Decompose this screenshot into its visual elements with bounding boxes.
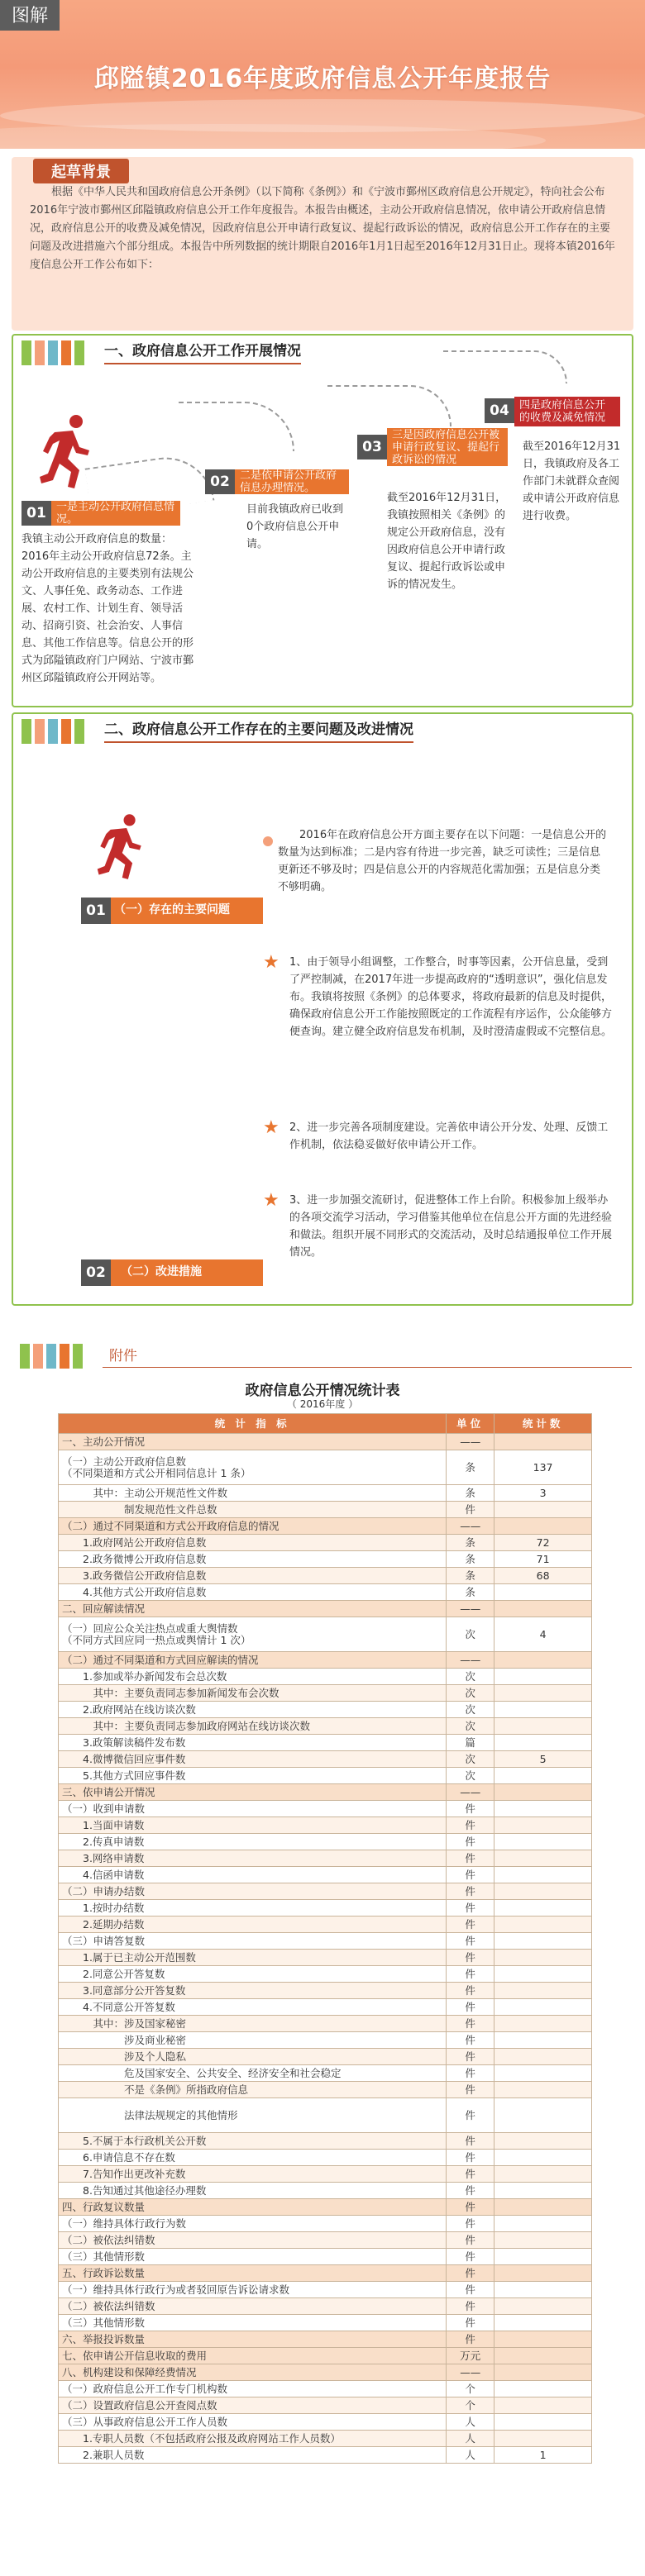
column-header: 统 计 指 标	[59, 1414, 447, 1434]
table-row	[59, 2199, 592, 2216]
cell-val	[494, 2098, 592, 2133]
annex-header	[12, 1339, 633, 1367]
cell-label: 4.微博微信回应事件数	[59, 1751, 447, 1768]
cell-label: 1.当面申请数	[59, 1817, 447, 1834]
section-bar	[22, 719, 31, 744]
table-row	[59, 2166, 592, 2183]
table-row	[59, 1718, 592, 1735]
cell-label: （三）其他情形数	[59, 2249, 447, 2265]
cell-label: 不是《条例》所指政府信息	[59, 2082, 447, 2098]
cell-unit: 次	[447, 1751, 494, 1768]
cell-label: 七、依申请公开信息收取的费用	[59, 2348, 447, 2364]
cell-val	[494, 1784, 592, 1801]
cell-val	[494, 1801, 592, 1817]
subsection-label: （一）存在的主要问题	[114, 903, 230, 917]
cell-label: 四、行政复议数量	[59, 2199, 447, 2216]
cell-val	[494, 1917, 592, 1933]
table-row	[59, 1950, 592, 1966]
cell-unit: 件	[447, 2082, 494, 2098]
cell-unit: 次	[447, 1685, 494, 1702]
cell-val	[494, 2331, 592, 2348]
cell-label: 3.网络申请数	[59, 1850, 447, 1867]
cell-label: 3.政策解读稿件发布数	[59, 1735, 447, 1751]
step-label: 三是因政府信息公开被申请行政复议、提起行政诉讼的情况	[387, 428, 508, 466]
cell-val	[494, 1900, 592, 1917]
cell-label: （二）通过不同渠道和方式公开政府信息的情况	[59, 1518, 447, 1535]
cell-label: 3.政务微信公开政府信息数	[59, 1568, 447, 1584]
cell-val	[494, 2414, 592, 2431]
cell-label: 一、主动公开情况	[59, 1434, 447, 1450]
intro-paragraph: 根据《中华人民共和国政府信息公开条例》（以下简称《条例》）和《宁波市鄞州区政府信息公开规定》，特向社会公布2016年宁波市鄞州区邱隘镇政府信息公开工作年度报告。本报告由概述，主动公开政府信息情况，依申请公开政府信息情况，政府信息公开的收费及减免情况，因政府信息公开申请行政复议、提起行政诉讼的情况，政府信息公开工作存在的主要问题及改进措施六个部分组成。本报告中所列数据的统计期限自2016年1月1日起至2016年12月31日止。现将本镇2016年度信息公开工作公布如下：	[30, 186, 615, 271]
cell-unit: 件	[447, 1966, 494, 1983]
table-row	[59, 1502, 592, 1518]
cell-unit: ——	[447, 1518, 494, 1535]
cell-label: 3.同意部分公开答复数	[59, 1983, 447, 1999]
table-row	[59, 2397, 592, 2414]
table-row	[59, 2249, 592, 2265]
cell-label: 六、举报投诉数量	[59, 2331, 447, 2348]
table-row	[59, 2431, 592, 2447]
runner-icon	[96, 813, 146, 881]
section-bar	[46, 1344, 56, 1369]
cell-val	[494, 2133, 592, 2150]
cell-label: 4.信函申请数	[59, 1867, 447, 1883]
cell-val	[494, 1883, 592, 1900]
step-label: 二是依申请公开政府信息办理情况。	[235, 469, 349, 494]
table-row	[59, 2216, 592, 2232]
cell-val	[494, 2348, 592, 2364]
table-row	[59, 1817, 592, 1834]
table-row	[59, 1867, 592, 1883]
cell-label: 制发规范性文件总数	[59, 1502, 447, 1518]
cell-label: （三）申请答复数	[59, 1933, 447, 1950]
cell-unit: 件	[447, 2065, 494, 2082]
cell-label: 涉及个人隐私	[59, 2049, 447, 2065]
table-row	[59, 1568, 592, 1584]
cell-val	[494, 2166, 592, 2183]
cell-label: （一）维持具体行政行为或者驳回原告诉讼请求数	[59, 2282, 447, 2298]
cell-unit: 件	[447, 2166, 494, 2183]
cell-label: （一）收到申请数	[59, 1801, 447, 1817]
table-row	[59, 2049, 592, 2065]
cell-val: 137	[494, 1450, 592, 1485]
cell-val	[494, 2315, 592, 2331]
cell-label: 2.延期办结数	[59, 1917, 447, 1933]
cell-label: 2.政务微博公开政府信息数	[59, 1551, 447, 1568]
step-number: 02	[205, 469, 235, 494]
cell-val	[494, 1950, 592, 1966]
cell-unit: 件	[447, 2315, 494, 2331]
table-row	[59, 2150, 592, 2166]
cell-unit: ——	[447, 1784, 494, 1801]
cell-unit: ——	[447, 1601, 494, 1617]
cell-val	[494, 2298, 592, 2315]
cell-label: 1.属于已主动公开范围数	[59, 1950, 447, 1966]
step-text: 我镇主动公开政府信息的数量：2016年主动公开政府信息72条。主动公开政府信息的主要类别有法规公文、人事任免、政务动态、工作进展、农村工作、计划生育、领导活动、招商引资、社会治安、人事信息、其他工作信息等。信息公开的形式为邱隘镇政府门户网站、宁波市鄞州区邱隘镇政府公开网站等。	[22, 533, 194, 684]
cell-unit: 件	[447, 1933, 494, 1950]
cell-unit: 件	[447, 1850, 494, 1867]
section-bar	[33, 1344, 43, 1369]
cell-unit: 件	[447, 1867, 494, 1883]
cell-val	[494, 2282, 592, 2298]
annex-label: 附件	[109, 1348, 137, 1364]
table-row	[59, 1434, 592, 1450]
cell-label: （二）被依法纠错数	[59, 2298, 447, 2315]
cell-label: 8.告知通过其他途径办理数	[59, 2183, 447, 2199]
table-row	[59, 1850, 592, 1867]
cell-unit: 件	[447, 1983, 494, 1999]
cell-val	[494, 1502, 592, 1518]
table-row	[59, 1685, 592, 1702]
cell-unit: 件	[447, 1900, 494, 1917]
cell-label: （一）维持具体行政行为数	[59, 2216, 447, 2232]
cell-val	[494, 1966, 592, 1983]
cell-unit: 件	[447, 1502, 494, 1518]
cell-label: 1.按时办结数	[59, 1900, 447, 1917]
cell-val	[494, 2016, 592, 2032]
cell-unit: 件	[447, 2249, 494, 2265]
table-row	[59, 1966, 592, 1983]
dashed-arc	[327, 385, 452, 426]
table-row	[59, 1983, 592, 1999]
column-header: 单位	[447, 1414, 494, 1434]
cell-unit: 个	[447, 2381, 494, 2397]
table-row	[59, 1535, 592, 1551]
table-row	[59, 1768, 592, 1784]
table-row	[59, 1999, 592, 2016]
cell-val	[494, 1669, 592, 1685]
subsection-label: （二）改进措施	[121, 1265, 202, 1278]
table-row	[59, 2082, 592, 2098]
cell-val	[494, 1718, 592, 1735]
cell-label: 法律法规规定的其他情形	[59, 2098, 447, 2133]
annex-divider	[103, 1367, 632, 1368]
table-row	[59, 1551, 592, 1568]
table-row	[59, 2447, 592, 2464]
table-row	[59, 1617, 592, 1652]
section-bar	[60, 1344, 69, 1369]
table-row	[59, 2298, 592, 2315]
section-bar	[35, 719, 45, 744]
cell-label: 2.兼职人员数	[59, 2447, 447, 2464]
table-row	[59, 1784, 592, 1801]
table-row	[59, 1933, 592, 1950]
section-bar	[22, 340, 31, 365]
problem-text: 2016年在政府信息公开方面主要存在以下问题：一是信息公开的数量为达到标准；二是内容有待进一步完善，缺乏可读性；三是信息更新还不够及时；四是信息公开的内容规范化需加强；五是信息分类不够明确。	[278, 829, 607, 893]
cell-unit: 个	[447, 2397, 494, 2414]
table-row	[59, 2133, 592, 2150]
cell-unit: 条	[447, 1551, 494, 1568]
cell-label: 其中：涉及国家秘密	[59, 2016, 447, 2032]
cell-val	[494, 1584, 592, 1601]
table-header-row	[59, 1414, 592, 1434]
cell-label: 危及国家安全、公共安全、经济安全和社会稳定	[59, 2065, 447, 2082]
cell-label: 1.政府网站公开政府信息数	[59, 1535, 447, 1551]
step-label: 一是主动公开政府信息情况。	[51, 501, 180, 526]
cell-unit: 条	[447, 1535, 494, 1551]
cell-unit: 件	[447, 2265, 494, 2282]
section-bar	[48, 340, 58, 365]
star-icon: ★	[263, 952, 280, 973]
step-number: 04	[485, 398, 514, 423]
cell-val	[494, 1867, 592, 1883]
table-row	[59, 2348, 592, 2364]
cell-val	[494, 1735, 592, 1751]
cell-unit: 件	[447, 2331, 494, 2348]
table-row	[59, 1450, 592, 1485]
star-icon: ★	[263, 1117, 280, 1138]
dashed-arc	[179, 402, 294, 451]
cell-label: （二）通过不同渠道和方式回应解读的情况	[59, 1652, 447, 1669]
table-row	[59, 2364, 592, 2381]
section-overview	[12, 334, 633, 707]
cell-label: 7.告知作出更改补充数	[59, 2166, 447, 2183]
cell-label: 三、依申请公开情况	[59, 1784, 447, 1801]
cell-val: 71	[494, 1551, 592, 1568]
category-tag: 图解	[0, 0, 60, 31]
cell-val	[494, 1652, 592, 1669]
table-row	[59, 2065, 592, 2082]
cell-label: （三）从事政府信息公开工作人员数	[59, 2414, 447, 2431]
cell-unit: ——	[447, 1652, 494, 1669]
dashed-arc	[443, 350, 567, 383]
cell-val: 72	[494, 1535, 592, 1551]
step-text: 目前我镇政府已收到0个政府信息公开申请。	[246, 503, 344, 550]
step-number: 03	[357, 435, 387, 459]
section-title: 二、政府信息公开工作存在的主要问题及改进情况	[104, 717, 413, 743]
cell-label: 其中：主动公开规范性文件数	[59, 1485, 447, 1502]
cell-unit: 人	[447, 2447, 494, 2464]
cell-label: 5.其他方式回应事件数	[59, 1768, 447, 1784]
cell-val	[494, 2065, 592, 2082]
table-row	[59, 2183, 592, 2199]
cell-val	[494, 2032, 592, 2049]
cell-label: 1.专职人员数（不包括政府公报及政府网站工作人员数）	[59, 2431, 447, 2447]
header-banner	[0, 0, 645, 149]
cell-val	[494, 1434, 592, 1450]
table-row	[59, 2098, 592, 2133]
table-row	[59, 1801, 592, 1817]
cell-unit: 条	[447, 1485, 494, 1502]
cell-label: （二）申请办结数	[59, 1883, 447, 1900]
cell-unit: ——	[447, 1434, 494, 1450]
intro-label: 起草背景	[33, 159, 129, 183]
cell-val	[494, 2150, 592, 2166]
cell-unit: 件	[447, 2150, 494, 2166]
page-title: 邱隘镇2016年度政府信息公开年度报告	[93, 64, 552, 93]
star-icon: ★	[263, 1190, 280, 1211]
cell-label: 八、机构建设和保障经费情况	[59, 2364, 447, 2381]
cell-label: （一）政府信息公开工作专门机构数	[59, 2381, 447, 2397]
cell-unit: 条	[447, 1568, 494, 1584]
cell-unit: 件	[447, 1801, 494, 1817]
cell-val	[494, 1850, 592, 1867]
cell-val	[494, 2199, 592, 2216]
table-row	[59, 1917, 592, 1933]
cell-unit: 件	[447, 1834, 494, 1850]
table-row	[59, 2016, 592, 2032]
table-row	[59, 2331, 592, 2348]
cell-val: 5	[494, 1751, 592, 1768]
cell-unit: 件	[447, 2282, 494, 2298]
cell-val	[494, 2082, 592, 2098]
measure-text: 3、进一步加强交流研讨，促进整体工作上台阶。积极参加上级举办的各项交流学习活动，学习借鉴其他单位在信息公开方面的先进经验和做法。组织开展不同形式的交流活动，及时总结通报单位工作开展情况。	[289, 1194, 613, 1259]
table-row	[59, 1883, 592, 1900]
cell-val	[494, 2397, 592, 2414]
cell-val	[494, 1702, 592, 1718]
cell-val	[494, 2265, 592, 2282]
cell-val	[494, 2364, 592, 2381]
table-row	[59, 1584, 592, 1601]
cell-label: （三）其他情形数	[59, 2315, 447, 2331]
section-bar	[48, 719, 58, 744]
cell-unit: 件	[447, 2133, 494, 2150]
cell-label: 2.同意公开答复数	[59, 1966, 447, 1983]
cell-val	[494, 1601, 592, 1617]
cell-unit: 件	[447, 1950, 494, 1966]
measure-text: 2、进一步完善各项制度建设。完善依申请公开分发、处理、反馈工作机制，依法稳妥做好依申请公开工作。	[289, 1121, 609, 1151]
cell-label: 其中：主要负责同志参加政府网站在线访谈次数	[59, 1718, 447, 1735]
measure-text: 1、由于领导小组调整，工作整合，时事等因素，公开信息量，受到了严控制减，在2017年进一步提高政府的“透明意识”，强化信息发布。我镇将按照《条例》的总体要求，将政府最新的信息及时提供，确保政府信息公开工作能按照既定的工作流程有序运作，公众能够方便查询。建立健全政府信息发布机制，及时澄清虚假或不完整信息。	[289, 956, 613, 1038]
cell-unit: 件	[447, 1817, 494, 1834]
cell-val	[494, 1983, 592, 1999]
table-subtitle: （ 2016年度 ）	[286, 1398, 359, 1410]
step-label: 四是政府信息公开的收费及减免情况	[514, 397, 620, 426]
cell-label: 4.不同意公开答复数	[59, 1999, 447, 2016]
cell-unit: 次	[447, 1669, 494, 1685]
cell-label: 1.参加或举办新闻发布会总次数	[59, 1669, 447, 1685]
cell-unit: 件	[447, 1917, 494, 1933]
cell-unit: 万元	[447, 2348, 494, 2364]
section-bar	[74, 340, 84, 365]
cell-val	[494, 1834, 592, 1850]
table-row	[59, 2232, 592, 2249]
table-row	[59, 2032, 592, 2049]
cell-val: 4	[494, 1617, 592, 1652]
cell-val	[494, 2232, 592, 2249]
step-number: 01	[22, 501, 51, 526]
cell-val: 3	[494, 1485, 592, 1502]
cell-val	[494, 1518, 592, 1535]
table-row	[59, 1735, 592, 1751]
step-text: 截至2016年12月31日，我镇按照相关《条例》的规定公开政府信息，没有因政府信息公开申请行政复议、提起行政诉讼或申诉的情况发生。	[387, 492, 507, 591]
cell-val	[494, 2183, 592, 2199]
cell-unit: 件	[447, 1999, 494, 2016]
cell-val	[494, 2381, 592, 2397]
section-bar	[35, 340, 45, 365]
cell-unit: 次	[447, 1702, 494, 1718]
table-row	[59, 1669, 592, 1685]
cell-unit: 人	[447, 2431, 494, 2447]
section-bar	[73, 1344, 83, 1369]
stats-table	[58, 1413, 592, 2464]
cell-val	[494, 2249, 592, 2265]
section-bar	[20, 1344, 30, 1369]
cell-val	[494, 1817, 592, 1834]
cell-unit: 件	[447, 2232, 494, 2249]
table-row	[59, 1751, 592, 1768]
cell-label: 五、行政诉讼数量	[59, 2265, 447, 2282]
cell-unit: 件	[447, 1883, 494, 1900]
cell-unit: 件	[447, 2032, 494, 2049]
table-row	[59, 2282, 592, 2298]
cell-val: 1	[494, 2447, 592, 2464]
cell-label: （二）设置政府信息公开查阅点数	[59, 2397, 447, 2414]
cell-val	[494, 1685, 592, 1702]
table-row	[59, 1518, 592, 1535]
cell-label: （二）被依法纠错数	[59, 2232, 447, 2249]
step-text: 截至2016年12月31日，我镇政府及各工作部门未就群众查阅或申请公开政府信息进行收费。	[523, 440, 621, 522]
cell-unit: 次	[447, 1617, 494, 1652]
cell-label: （一）回应公众关注热点或重大舆情数 （不同方式回应同一热点或舆情计 1 次）	[59, 1617, 447, 1652]
cell-label: 6.申请信息不存在数	[59, 2150, 447, 2166]
table-row	[59, 1702, 592, 1718]
cell-unit: 次	[447, 1768, 494, 1784]
section-title: 一、政府信息公开工作开展情况	[104, 339, 301, 364]
cell-val	[494, 1768, 592, 1784]
cell-label: 5.不属于本行政机关公开数	[59, 2133, 447, 2150]
table-title: 政府信息公开情况统计表	[245, 1383, 400, 1399]
cell-unit: 件	[447, 2049, 494, 2065]
subsection-number: 01	[81, 898, 111, 924]
cell-unit: 人	[447, 2414, 494, 2431]
table-row	[59, 2315, 592, 2331]
cell-label: （一）主动公开政府信息数 （不同渠道和方式公开相同信息计 1 条）	[59, 1450, 447, 1485]
cell-val	[494, 2431, 592, 2447]
section-bar	[74, 719, 84, 744]
table-row	[59, 1601, 592, 1617]
cell-unit: ——	[447, 2364, 494, 2381]
table-row	[59, 1834, 592, 1850]
section-problems	[12, 712, 633, 1306]
cell-unit: 件	[447, 2016, 494, 2032]
cell-unit: 件	[447, 2183, 494, 2199]
cell-label: 2.传真申请数	[59, 1834, 447, 1850]
table-row	[59, 2414, 592, 2431]
cell-unit: 条	[447, 1450, 494, 1485]
cell-unit: 篇	[447, 1735, 494, 1751]
cell-val: 68	[494, 1568, 592, 1584]
bullet-dot	[263, 836, 273, 846]
table-row	[59, 1485, 592, 1502]
cell-val	[494, 1999, 592, 2016]
cell-val	[494, 2049, 592, 2065]
cell-unit: 件	[447, 2199, 494, 2216]
cell-unit: 次	[447, 1718, 494, 1735]
section-bar	[61, 719, 71, 744]
subsection-number: 02	[81, 1259, 111, 1286]
cell-label: 其中：主要负责同志参加新闻发布会次数	[59, 1685, 447, 1702]
cell-val	[494, 2216, 592, 2232]
column-header: 统计数	[494, 1414, 592, 1434]
cell-unit: 件	[447, 2216, 494, 2232]
cell-unit: 件	[447, 2098, 494, 2133]
cell-val	[494, 1933, 592, 1950]
cell-unit: 条	[447, 1584, 494, 1601]
cell-label: 4.其他方式公开政府信息数	[59, 1584, 447, 1601]
table-row	[59, 2265, 592, 2282]
cell-label: 二、回应解读情况	[59, 1601, 447, 1617]
table-row	[59, 1900, 592, 1917]
cell-label: 涉及商业秘密	[59, 2032, 447, 2049]
table-row	[59, 2381, 592, 2397]
section-bar	[61, 340, 71, 365]
cell-unit: 件	[447, 2298, 494, 2315]
cell-label: 2.政府网站在线访谈次数	[59, 1702, 447, 1718]
table-row	[59, 1652, 592, 1669]
